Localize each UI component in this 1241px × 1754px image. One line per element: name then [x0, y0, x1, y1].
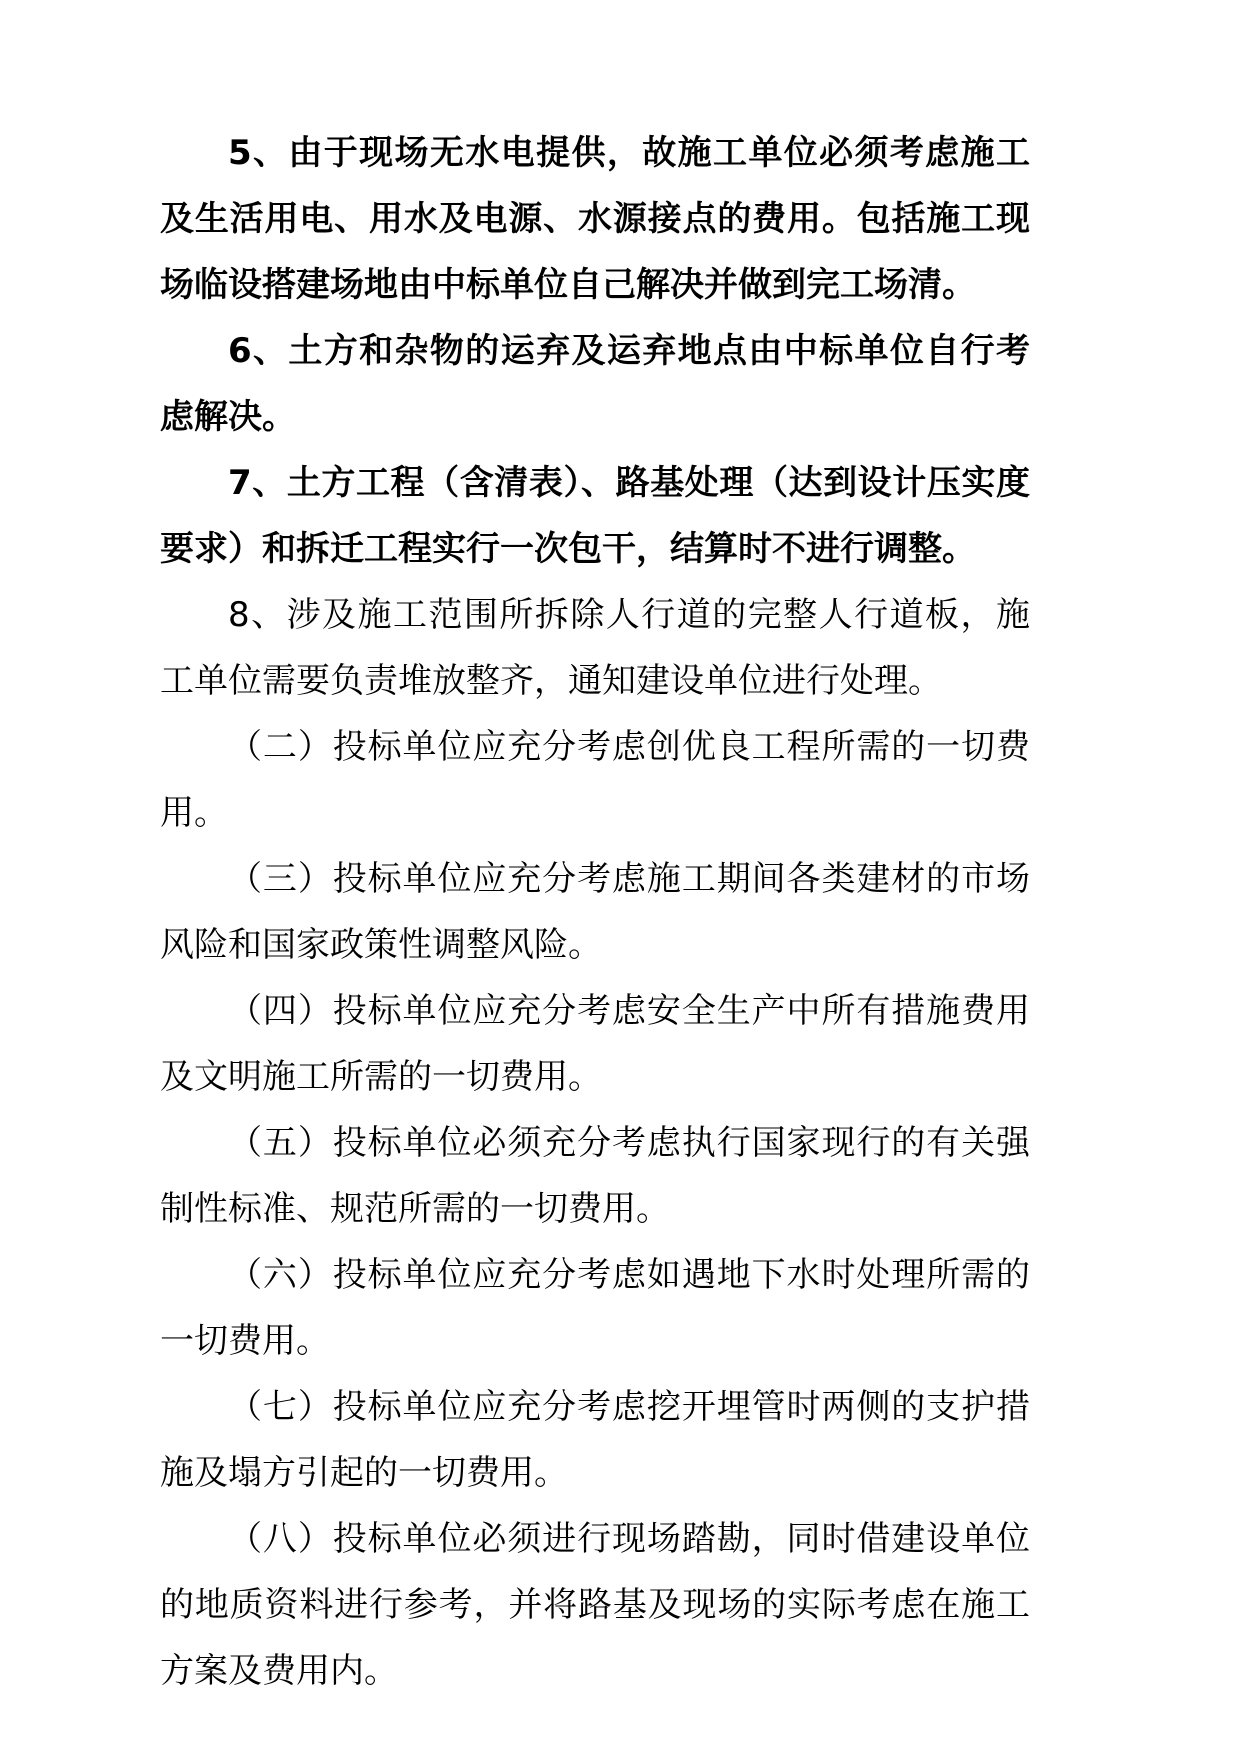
document-body	[160, 120, 1030, 1704]
paragraph-section-4: （四）投标单位应充分考虑安全生产中所有措施费用及文明施工所需的一切费用。	[160, 991, 1030, 1097]
paragraph-section-2: （二）投标单位应充分考虑创优良工程所需的一切费用。	[160, 727, 1030, 833]
paragraph-item-5: 5、由于现场无水电提供，故施工单位必须考虑施工及生活用电、用水及电源、水源接点的费用。包括施工现场临设搭建场地由中标单位自己解决并做到完工场清。	[160, 133, 1030, 305]
paragraph-section-7: （七）投标单位应充分考虑挖开埋管时两侧的支护措施及塌方引起的一切费用。	[160, 1387, 1030, 1493]
paragraph-section-5: （五）投标单位必须充分考虑执行国家现行的有关强制性标准、规范所需的一切费用。	[160, 1123, 1030, 1229]
paragraph-item-6: 6、土方和杂物的运弃及运弃地点由中标单位自行考虑解决。	[160, 331, 1030, 437]
paragraph-section-3: （三）投标单位应充分考虑施工期间各类建材的市场风险和国家政策性调整风险。	[160, 859, 1030, 965]
paragraph-item-7: 7、土方工程（含清表）、路基处理（达到设计压实度要求）和拆迁工程实行一次包干，结算时不进行调整。	[160, 463, 1030, 569]
paragraph-item-8: 8、涉及施工范围所拆除人行道的完整人行道板，施工单位需要负责堆放整齐，通知建设单位进行处理。	[160, 595, 1030, 701]
paragraph-section-6: （六）投标单位应充分考虑如遇地下水时处理所需的一切费用。	[160, 1255, 1030, 1361]
paragraph-section-8: （八）投标单位必须进行现场踏勘，同时借建设单位的地质资料进行参考，并将路基及现场的实际考虑在施工方案及费用内。	[160, 1519, 1030, 1691]
